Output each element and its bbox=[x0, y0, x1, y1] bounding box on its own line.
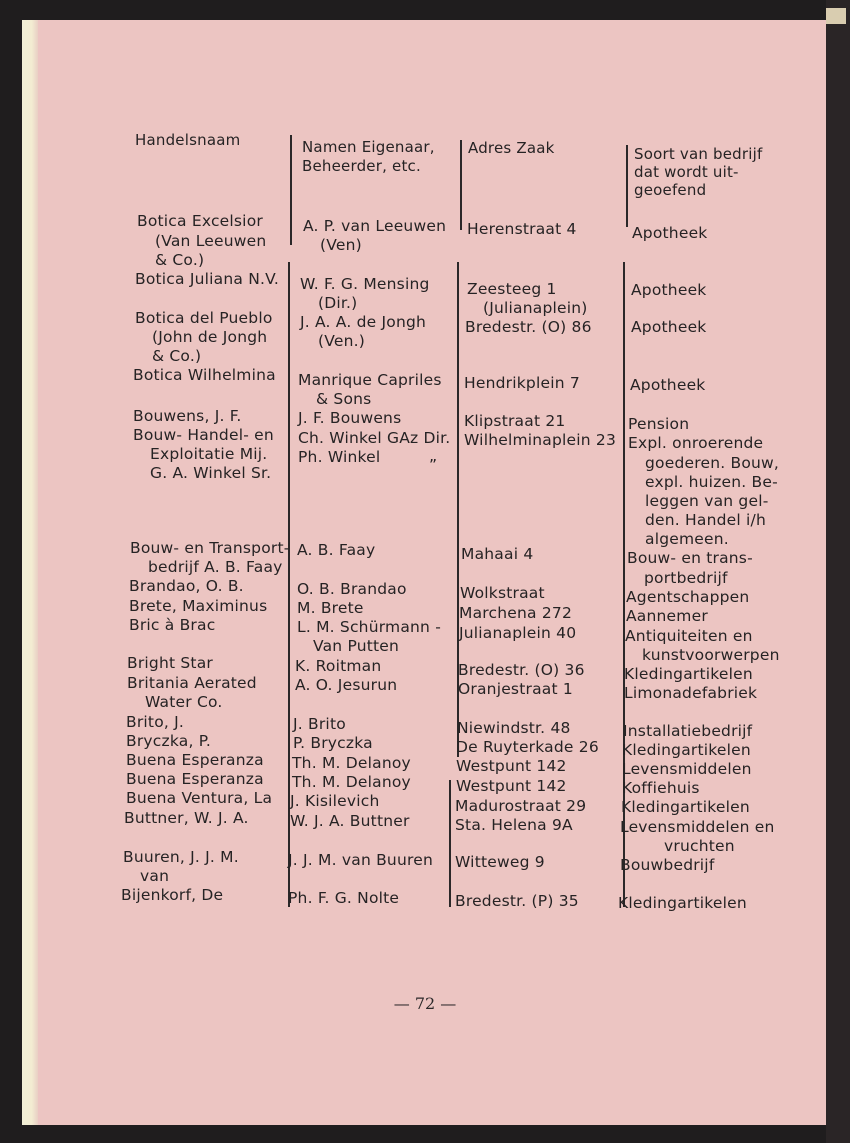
handelsnaam-cell: Botica Wilhelmina bbox=[133, 366, 276, 384]
soort-cell: Aannemer bbox=[626, 607, 708, 625]
soort-cell: Limonadefabriek bbox=[624, 684, 758, 702]
adres-cell: Herenstraat 4 bbox=[467, 220, 577, 238]
handelsnaam-cell: Britania Aerated bbox=[127, 674, 257, 692]
handelsnaam-cell: Botica Excelsior bbox=[137, 212, 263, 230]
handelsnaam-cell: (John de Jongh bbox=[152, 328, 268, 346]
handelsnaam-cell: Buena Esperanza bbox=[126, 751, 264, 769]
handelsnaam-cell: (Van Leeuwen bbox=[155, 232, 267, 250]
soort-cell: algemeen. bbox=[645, 530, 729, 548]
soort-cell: Agentschappen bbox=[626, 588, 750, 606]
eigenaar-cell: A. P. van Leeuwen bbox=[303, 217, 447, 235]
adres-cell: Niewindstr. 48 bbox=[457, 719, 571, 737]
soort-cell: Apotheek bbox=[631, 281, 707, 299]
adres-cell: Westpunt 142 bbox=[456, 777, 567, 795]
header-soort: Soort van bedrijf bbox=[634, 145, 763, 163]
eigenaar-cell: Ph. F. G. Nolte bbox=[288, 889, 400, 907]
soort-cell: Kledingartikelen bbox=[624, 665, 753, 683]
header-adres: Adres Zaak bbox=[468, 139, 555, 157]
column-divider bbox=[626, 145, 628, 227]
column-divider bbox=[449, 780, 451, 907]
soort-cell: Bouw- en trans- bbox=[627, 549, 753, 567]
soort-cell: Kledingartikelen bbox=[621, 798, 750, 816]
handelsnaam-cell: Brandao, O. B. bbox=[129, 577, 244, 595]
handelsnaam-cell: Bric à Brac bbox=[129, 616, 216, 634]
eigenaar-cell: Van Putten bbox=[313, 637, 400, 655]
soort-cell: Levensmiddelen en bbox=[620, 818, 775, 836]
soort-cell: Pension bbox=[628, 415, 690, 433]
soort-cell: Installatiebedrijf bbox=[623, 722, 753, 740]
handelsnaam-cell: G. A. Winkel Sr. bbox=[150, 464, 272, 482]
header-soort: dat wordt uit- bbox=[634, 163, 739, 181]
handelsnaam-cell: & Co.) bbox=[152, 347, 202, 365]
handelsnaam-cell: van bbox=[140, 867, 170, 885]
soort-cell: Kledingartikelen bbox=[622, 741, 751, 759]
adres-cell: De Ruyterkade 26 bbox=[456, 738, 599, 756]
adres-cell: Westpunt 142 bbox=[456, 757, 567, 775]
eigenaar-cell: W. F. G. Mensing bbox=[300, 275, 430, 293]
page-number: — 72 — bbox=[393, 994, 457, 1013]
eigenaar-cell: Th. M. Delanoy bbox=[292, 773, 411, 791]
eigenaar-cell: Ph. Winkel bbox=[298, 448, 381, 466]
eigenaar-cell: & Sons bbox=[316, 390, 372, 408]
eigenaar-cell: J. F. Bouwens bbox=[298, 409, 402, 427]
adres-cell: Julianaplein 40 bbox=[459, 624, 577, 642]
soort-cell: Levensmiddelen bbox=[622, 760, 752, 778]
header-namen: Namen Eigenaar, bbox=[302, 138, 435, 156]
eigenaar-cell: A. B. Faay bbox=[297, 541, 376, 559]
eigenaar-cell: Manrique Capriles bbox=[298, 371, 442, 389]
handelsnaam-cell: Buuren, J. J. M. bbox=[123, 848, 239, 866]
soort-cell: Apotheek bbox=[632, 224, 708, 242]
soort-cell: den. Handel i/h bbox=[645, 511, 766, 529]
handelsnaam-cell: Buena Ventura, La bbox=[126, 789, 273, 807]
handelsnaam-cell: bedrijf A. B. Faay bbox=[148, 558, 283, 576]
adres-cell: Marchena 272 bbox=[459, 604, 573, 622]
adres-cell: Oranjestraat 1 bbox=[458, 680, 573, 698]
adres-cell: Wolkstraat bbox=[460, 584, 545, 602]
eigenaar-cell: L. M. Schürmann - bbox=[297, 618, 441, 636]
adres-cell: Bredestr. (P) 35 bbox=[455, 892, 579, 910]
adres-cell: Bredestr. (O) 36 bbox=[458, 661, 585, 679]
eigenaar-cell: K. Roitman bbox=[295, 657, 382, 675]
adres-cell: Madurostraat 29 bbox=[455, 797, 587, 815]
eigenaar-cell: Ch. Winkel GAz Dir. bbox=[298, 429, 451, 447]
handelsnaam-cell: Brete, Maximinus bbox=[129, 597, 268, 615]
soort-cell: portbedrijf bbox=[644, 569, 728, 587]
eigenaar-cell: W. J. A. Buttner bbox=[290, 812, 410, 830]
adres-cell: Hendrikplein 7 bbox=[464, 374, 580, 392]
adres-cell: (Julianaplein) bbox=[483, 299, 588, 317]
page-tab bbox=[826, 8, 846, 24]
handelsnaam-cell: Buttner, W. J. A. bbox=[124, 809, 249, 827]
eigenaar-cell: J. A. A. de Jongh bbox=[300, 313, 427, 331]
handelsnaam-cell: Botica del Pueblo bbox=[135, 309, 273, 327]
soort-cell: vruchten bbox=[664, 837, 735, 855]
eigenaar-cell: (Ven.) bbox=[318, 332, 365, 350]
handelsnaam-cell: Bijenkorf, De bbox=[121, 886, 224, 904]
handelsnaam-cell: & Co.) bbox=[155, 251, 205, 269]
soort-cell: Antiquiteiten en bbox=[625, 627, 753, 645]
adres-cell: Bredestr. (O) 86 bbox=[465, 318, 592, 336]
soort-cell: Bouwbedrijf bbox=[620, 856, 715, 874]
eigenaar-cell: J. Brito bbox=[293, 715, 346, 733]
eigenaar-cell: J. J. M. van Buuren bbox=[288, 851, 433, 869]
header-soort: geoefend bbox=[634, 181, 707, 199]
adres-cell: Sta. Helena 9A bbox=[455, 816, 573, 834]
adres-cell: Mahaai 4 bbox=[461, 545, 534, 563]
eigenaar-cell: Th. M. Delanoy bbox=[292, 754, 411, 772]
column-divider bbox=[290, 135, 292, 245]
handelsnaam-cell: Bryczka, P. bbox=[126, 732, 211, 750]
soort-cell: Apotheek bbox=[631, 318, 707, 336]
soort-cell: goederen. Bouw, bbox=[645, 454, 780, 472]
book-edge bbox=[826, 0, 850, 1143]
adres-cell: Wilhelminaplein 23 bbox=[464, 431, 617, 449]
handelsnaam-cell: Bouwens, J. F. bbox=[133, 407, 242, 425]
soort-cell: Expl. onroerende bbox=[628, 434, 764, 452]
handelsnaam-cell: Buena Esperanza bbox=[126, 770, 264, 788]
eigenaar-cell: J. Kisilevich bbox=[290, 792, 380, 810]
page-binding bbox=[22, 20, 38, 1125]
eigenaar-cell: M. Brete bbox=[297, 599, 364, 617]
handelsnaam-cell: Exploitatie Mij. bbox=[150, 445, 268, 463]
eigenaar-cell: P. Bryczka bbox=[293, 734, 373, 752]
soort-cell: Kledingartikelen bbox=[618, 894, 747, 912]
handelsnaam-cell: Brito, J. bbox=[126, 713, 185, 731]
handelsnaam-cell: Bouw- Handel- en bbox=[133, 426, 274, 444]
eigenaar-cell: (Ven) bbox=[320, 236, 362, 254]
header-namen: Beheerder, etc. bbox=[302, 157, 421, 175]
handelsnaam-cell: Bright Star bbox=[127, 654, 213, 672]
eigenaar-cell: A. O. Jesurun bbox=[295, 676, 398, 694]
soort-cell: Koffiehuis bbox=[622, 779, 700, 797]
soort-cell: leggen van gel- bbox=[645, 492, 769, 510]
adres-cell: Zeesteeg 1 bbox=[467, 280, 557, 298]
handelsnaam-cell: Water Co. bbox=[145, 693, 223, 711]
handelsnaam-cell: Bouw- en Transport- bbox=[130, 539, 290, 557]
eigenaar-cell: O. B. Brandao bbox=[297, 580, 407, 598]
handelsnaam-cell: Botica Juliana N.V. bbox=[135, 270, 280, 288]
soort-cell: kunstvoorwerpen bbox=[642, 646, 780, 664]
adres-cell: Witteweg 9 bbox=[455, 853, 545, 871]
column-divider bbox=[460, 140, 462, 230]
soort-cell: Apotheek bbox=[630, 376, 706, 394]
eigenaar-cell: ” bbox=[429, 456, 438, 474]
eigenaar-cell: (Dir.) bbox=[318, 294, 358, 312]
soort-cell: expl. huizen. Be- bbox=[645, 473, 778, 491]
header-handelsnaam: Handelsnaam bbox=[135, 131, 241, 149]
adres-cell: Klipstraat 21 bbox=[464, 412, 566, 430]
